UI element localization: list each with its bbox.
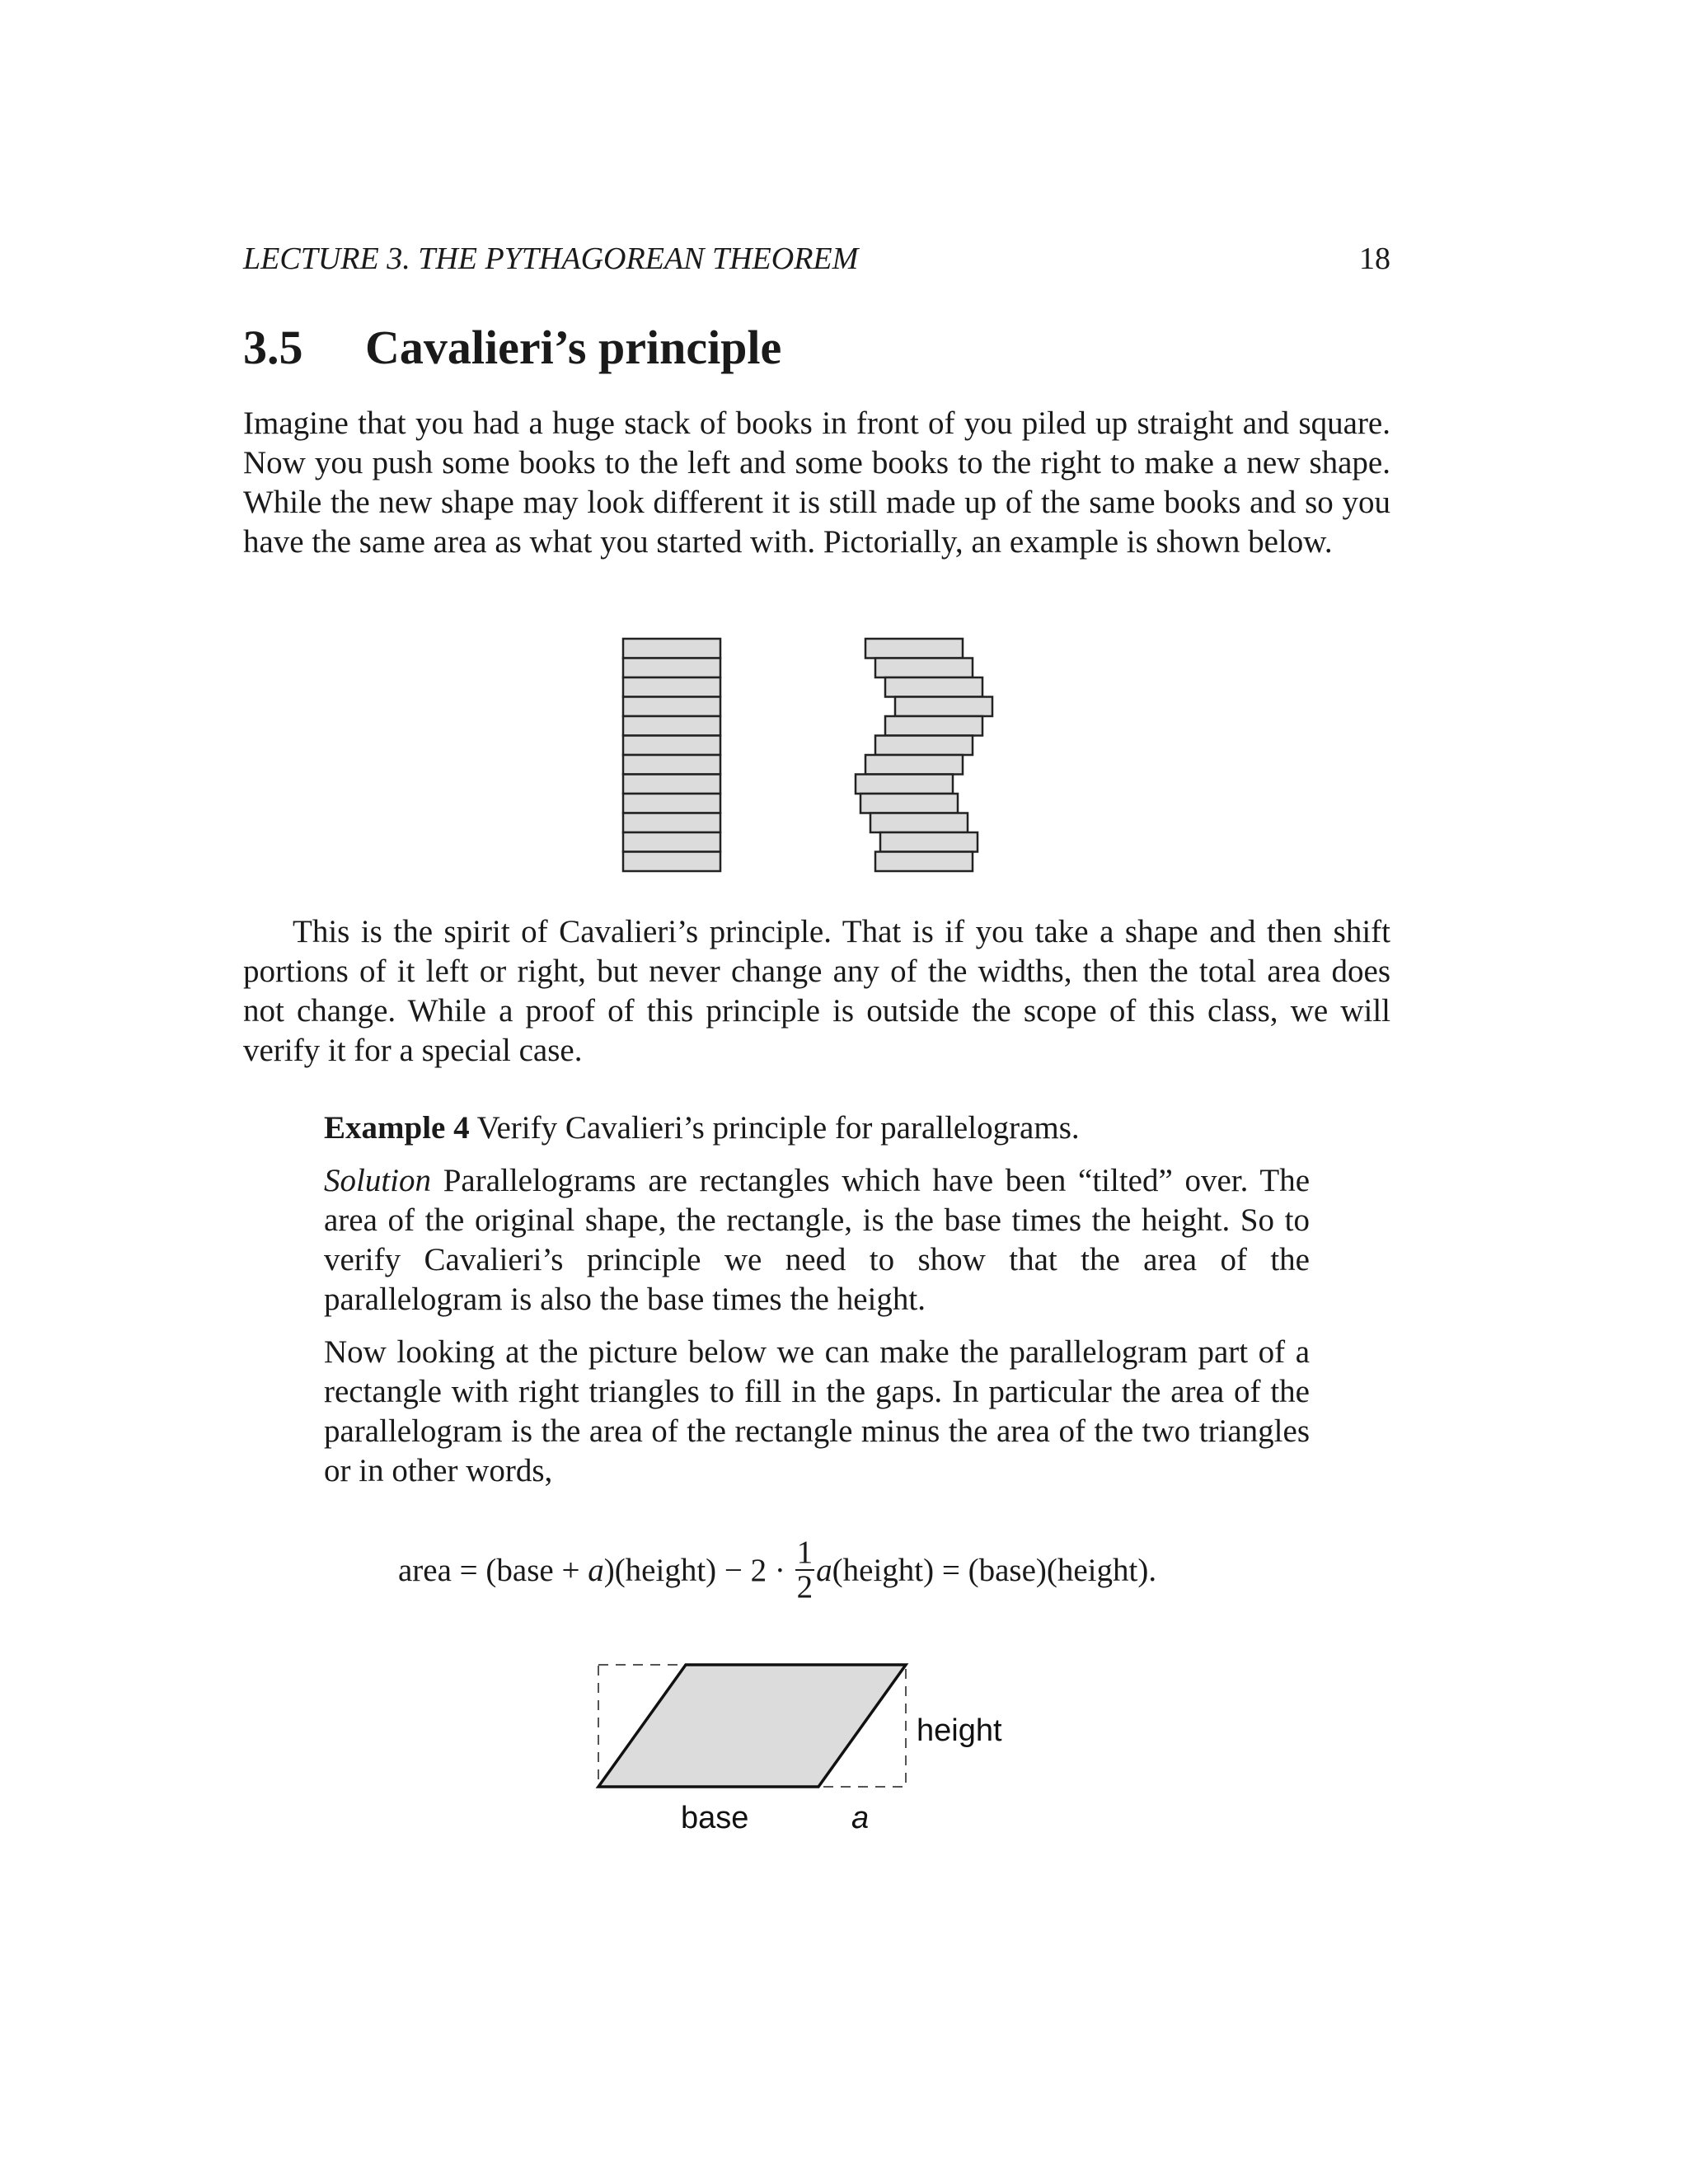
example-label: Example 4 <box>324 1110 470 1146</box>
equation-row <box>398 1535 1157 1607</box>
page-number: 18 <box>1359 241 1390 276</box>
book <box>623 716 720 736</box>
shifted-book <box>856 775 953 794</box>
parallelogram-shape <box>598 1665 906 1787</box>
base-label: base <box>681 1801 749 1835</box>
shifted-book <box>885 677 982 697</box>
running-header <box>243 241 1390 282</box>
shifted-book <box>880 832 978 852</box>
shifted-book <box>885 716 982 736</box>
section-heading <box>243 320 1390 377</box>
book <box>623 697 720 717</box>
shifted-book <box>870 813 968 833</box>
book <box>623 755 720 775</box>
shifted-book <box>875 736 973 756</box>
solution-label: Solution <box>324 1163 432 1198</box>
fraction-denominator: 2 <box>796 1569 814 1605</box>
shifted-book <box>875 852 973 872</box>
shifted-book-stack <box>856 639 992 871</box>
fraction-numerator: 1 <box>796 1535 814 1570</box>
book <box>623 639 720 658</box>
a-label: a <box>851 1801 870 1835</box>
shifted-book <box>865 639 963 658</box>
straight-book-stack <box>623 639 720 871</box>
equation-var-a: a <box>588 1552 604 1588</box>
spirit-paragraph: This is the spirit of Cavalieri’s principle. That is if you take a shape and then shift portions of it left or right, but never change any of the widths, then the total area does not change. While a proof of this principle is outside the scope of this class, we will verify it for a special case. <box>243 914 1390 1068</box>
book <box>623 852 720 872</box>
books-figure <box>610 630 1039 878</box>
example-text: Verify Cavalieri’s principle for parallelograms. <box>476 1110 1080 1146</box>
running-title: LECTURE 3. THE PYTHAGOREAN THEOREM <box>243 241 859 276</box>
shifted-book <box>865 755 963 775</box>
height-label: height <box>917 1713 1002 1748</box>
parallelogram-figure <box>593 1657 1022 1838</box>
example-block <box>324 1108 1310 1491</box>
area-equation <box>324 1508 1310 1605</box>
equation-middle: )(height) − 2 · <box>603 1552 794 1588</box>
example-statement <box>324 1108 1310 1148</box>
book <box>623 794 720 813</box>
intro-paragraph: Imagine that you had a huge stack of books in front of you piled up straight and square. Now you push some books to the left and some books to the right to make a new shape. While the new shape may look different it is still made up of the same books and so you have the same area as what you started with. Pictorially, an example is shown below. <box>243 405 1390 560</box>
fraction-one-half <box>795 1536 815 1604</box>
section-number: 3.5 <box>243 321 303 374</box>
book <box>623 832 720 852</box>
shifted-book <box>875 658 973 678</box>
equation-lhs: area = (base + <box>398 1552 588 1588</box>
book <box>623 775 720 794</box>
book <box>623 736 720 756</box>
shifted-book <box>860 794 958 813</box>
followup-paragraph: Now looking at the picture below we can make the parallelogram part of a rectangle with right triangles to fill in the gaps. In particular the area of the parallelogram is the area of the rectangle minus the area of the two triangles or in other words, <box>324 1334 1310 1488</box>
shifted-book <box>895 697 992 717</box>
book <box>623 658 720 678</box>
solution-paragraph <box>324 1161 1310 1319</box>
book <box>623 677 720 697</box>
equation-rhs: (height) = (base)(height). <box>832 1552 1157 1588</box>
section-title: Cavalieri’s principle <box>365 321 782 374</box>
solution-text: Parallelograms are rectangles which have been “tilted” over. The area of the original shape, the rectangle, is the base times the height. So to verify Cavalieri’s principle we need to show that the area of the parallelogram is also the base times the height. <box>324 1163 1310 1317</box>
book <box>623 813 720 833</box>
equation-var-a-2: a <box>816 1552 832 1588</box>
